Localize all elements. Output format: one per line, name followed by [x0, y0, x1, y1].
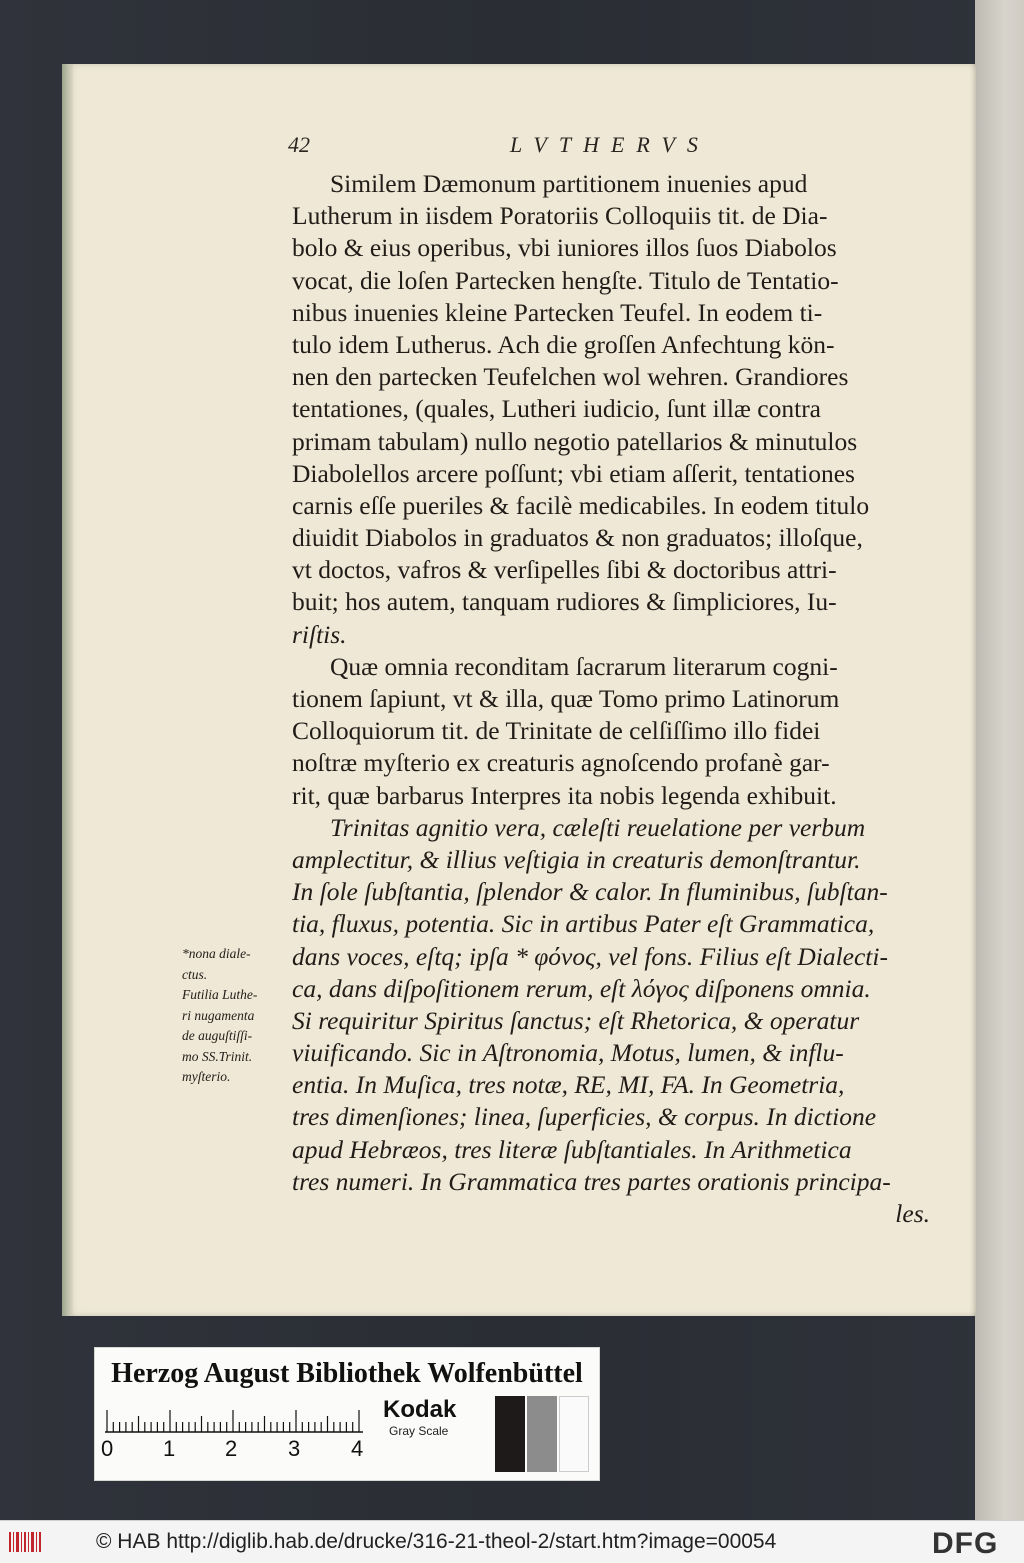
- text-line: vt doctos, vafros & verſipelles ſibi & doctoribus attri-: [292, 555, 837, 585]
- library-name: Herzog August Bibliothek Wolfenbüttel: [111, 1358, 583, 1389]
- margin-note-line: *nona diale-: [182, 946, 251, 961]
- quote-line: les.: [895, 1199, 930, 1228]
- running-head: LVTHERVS: [510, 132, 710, 157]
- margin-note-line: de auguſtiſſi-: [182, 1028, 253, 1043]
- text-line: nen den partecken Teufelchen wol wehren. Grandiores: [292, 362, 849, 392]
- text-line: nibus inuenies kleine Partecken Teufel. In eodem ti-: [292, 297, 823, 327]
- black-patch: [495, 1396, 525, 1472]
- page-gutter-shadow: [62, 64, 74, 1316]
- text-line: bolo & eius operibus, vbi iuniores illos ſuos Diabolos: [292, 233, 837, 263]
- gray-scale-patches: [495, 1396, 591, 1472]
- quote-line: In ſole ſubſtantia, ſplendor & calor. In fluminibus, ſubſtan-: [292, 877, 888, 907]
- text-line: carnis eſſe pueriles & facilè medicabiles. In eodem titulo: [292, 490, 870, 520]
- copyright-url: © HAB http://diglib.hab.de/drucke/316-21-theol-2/start.htm?image=00054: [96, 1530, 777, 1553]
- kodak-logo: Kodak: [383, 1396, 457, 1423]
- body-text: [292, 168, 930, 1230]
- barcode-icon: [8, 1529, 44, 1555]
- library-color-card: [94, 1347, 600, 1481]
- text-line: buit; hos autem, tanquam rudiores & ſimpliciores, Iu-: [292, 587, 837, 617]
- text-line: Lutherum in iisdem Poratoriis Colloquiis tit. de Dia-: [292, 201, 828, 231]
- ruler-ticks: [105, 1396, 375, 1436]
- text-line: riſtis.: [292, 619, 347, 649]
- ruler-number: 2: [225, 1436, 238, 1461]
- text-line: Similem Dæmonum partitionem inuenies apud: [330, 169, 808, 198]
- quote-line: dans voces, eſtq; ipſa * φόνος, vel fons. Filius eſt Dialecti-: [292, 941, 888, 971]
- text-line: rit, quæ barbarus Interpres ita nobis legenda exhibuit.: [292, 780, 837, 810]
- text-line: Quæ omnia reconditam ſacrarum literarum cogni-: [330, 651, 838, 681]
- ruler-number: 4: [351, 1436, 364, 1461]
- quote-line: tres dimenſiones; linea, ſuperficies, & corpus. In dictione: [292, 1102, 877, 1132]
- next-page-edge: [975, 0, 1024, 1520]
- margin-note-line: mo SS.Trinit.: [182, 1048, 253, 1064]
- margin-note: [182, 944, 294, 1088]
- ruler-number: 3: [288, 1436, 301, 1461]
- quote-line: entia. In Muſica, tres notæ, RE, MI, FA. In Geometria,: [292, 1070, 845, 1100]
- text-line: Diabolellos arcere poſſunt; vbi etiam aſſerit, tentationes: [292, 458, 855, 488]
- text-line: primam tabulam) nullo negotio patellarios & minutulos: [292, 426, 858, 456]
- page-number: 42: [288, 132, 310, 157]
- text-line: tentationes, (quales, Lutheri iudicio, ſunt illæ contra: [292, 394, 822, 424]
- ruler-number: 1: [163, 1436, 176, 1461]
- text-line: noſtræ myſterio ex creaturis agnoſcendo profanè gar-: [292, 748, 830, 778]
- white-patch: [559, 1396, 589, 1472]
- text-line: Colloquiorum tit. de Trinitate de celſiſſimo illo fidei: [292, 716, 821, 746]
- page-header: [288, 132, 928, 162]
- quote-line: viuificando. Sic in Aſtronomia, Motus, lumen, & influ-: [292, 1038, 844, 1068]
- margin-note-line: ctus.: [182, 966, 208, 982]
- text-line: vocat, die loſen Partecken hengſte. Titulo de Tentatio-: [292, 265, 839, 295]
- margin-note-line: ri nugamenta: [182, 1007, 255, 1023]
- quote-line: Si requiritur Spiritus ſanctus; eſt Rhetorica, & operatur: [292, 1005, 860, 1035]
- gray-patch: [527, 1396, 557, 1472]
- margin-note-line: Futilia Luthe-: [182, 987, 258, 1002]
- footer-bar: [0, 1520, 1024, 1563]
- quote-line: amplectitur, & illius veſtigia in creaturis demonſtrantur.: [292, 844, 861, 874]
- ruler-number: 0: [101, 1436, 114, 1461]
- quote-line: tia, fluxus, potentia. Sic in artibus Pater eſt Grammatica,: [292, 909, 875, 939]
- text-line: diuidit Diabolos in graduatos & non graduatos; illoſque,: [292, 523, 863, 553]
- dfg-logo: DFG: [932, 1527, 999, 1560]
- quote-line: tres numeri. In Grammatica tres partes orationis principa-: [292, 1166, 891, 1196]
- margin-note-line: myſterio.: [182, 1069, 231, 1084]
- gray-scale-label: Gray Scale: [389, 1424, 449, 1438]
- text-line: tionem ſapiunt, vt & illa, quæ Tomo primo Latinorum: [292, 684, 840, 713]
- quote-line: ca, dans diſpoſitionem rerum, eſt λόγος diſponens omnia.: [292, 973, 871, 1003]
- quote-line: Trinitas agnitio vera, cæleſti reuelatione per verbum: [330, 812, 866, 842]
- text-line: tulo idem Lutherus. Ach die groſſen Anfechtung kön-: [292, 329, 835, 359]
- quote-line: apud Hebræos, tres literæ ſubſtantiales. In Arithmetica: [292, 1134, 852, 1164]
- scale-ruler: [101, 1396, 375, 1476]
